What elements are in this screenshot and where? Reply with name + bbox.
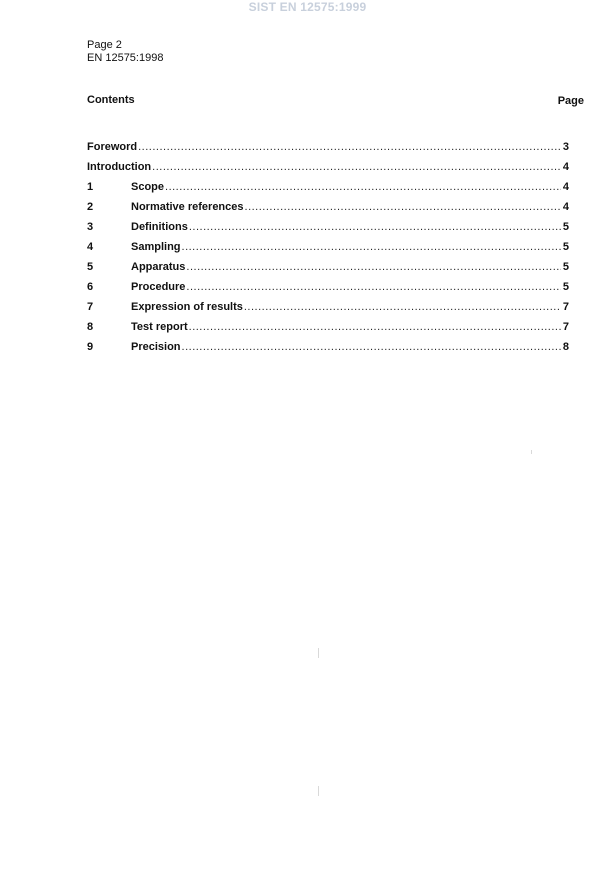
toc-leader-dots — [182, 241, 561, 253]
scan-speck — [318, 786, 319, 796]
toc-entry-number: 4 — [87, 241, 94, 253]
toc-entry-introduction[interactable] — [87, 161, 569, 181]
page-number: Page 2 — [87, 39, 122, 51]
toc-entry-number: 5 — [87, 261, 94, 273]
toc-entry-precision[interactable] — [87, 341, 569, 361]
toc-entry-expression-of-results[interactable] — [87, 301, 569, 321]
toc-entry-title: Normative references — [131, 201, 244, 213]
toc-entry-number: 9 — [87, 341, 94, 353]
toc-entry-page: 5 — [562, 221, 569, 233]
toc-leader-dots — [186, 281, 561, 293]
toc-entry-test-report[interactable] — [87, 321, 569, 341]
toc-entry-title: Foreword — [87, 141, 138, 153]
toc-leader-dots — [138, 141, 561, 153]
toc-entry-sampling[interactable] — [87, 241, 569, 261]
toc-entry-normative-references[interactable] — [87, 201, 569, 221]
scan-speck — [318, 648, 319, 658]
page-header — [87, 39, 163, 65]
toc-entry-apparatus[interactable] — [87, 261, 569, 281]
toc-entry-number: 8 — [87, 321, 94, 333]
toc-entry-title: Precision — [131, 341, 181, 353]
page-column-heading: Page — [557, 95, 584, 107]
toc-leader-dots — [186, 261, 561, 273]
toc-entry-title: Test report — [131, 321, 188, 333]
contents-heading: Contents — [87, 94, 135, 106]
toc-entry-page: 5 — [562, 281, 569, 293]
toc-leader-dots — [245, 201, 561, 213]
toc-entry-page: 4 — [562, 161, 569, 173]
toc-entry-page: 5 — [562, 241, 569, 253]
toc-entry-title: Scope — [131, 181, 165, 193]
toc-entry-title: Procedure — [131, 281, 186, 293]
toc-leader-dots — [189, 321, 561, 333]
toc-entry-definitions[interactable] — [87, 221, 569, 241]
standard-id: EN 12575:1998 — [87, 52, 164, 64]
toc-leader-dots — [165, 181, 561, 193]
toc-entry-page: 5 — [562, 261, 569, 273]
toc-entry-title: Apparatus — [131, 261, 186, 273]
toc-entry-page: 4 — [562, 201, 569, 213]
scan-speck — [531, 450, 532, 454]
toc-entry-title: Expression of results — [131, 301, 243, 313]
toc-entry-page: 8 — [562, 341, 569, 353]
toc-entry-scope[interactable] — [87, 181, 569, 201]
toc-entry-number: 7 — [87, 301, 94, 313]
toc-entry-page: 3 — [562, 141, 569, 153]
toc-entry-page: 7 — [562, 321, 569, 333]
toc-entry-page: 7 — [562, 301, 569, 313]
toc-leader-dots — [152, 161, 561, 173]
toc-leader-dots — [244, 301, 561, 313]
toc-entry-page: 4 — [562, 181, 569, 193]
toc-entry-title: Introduction — [87, 161, 152, 173]
toc-leader-dots — [182, 341, 561, 353]
toc-entry-number: 3 — [87, 221, 94, 233]
toc-entry-procedure[interactable] — [87, 281, 569, 301]
toc-entry-number: 1 — [87, 181, 94, 193]
toc-leader-dots — [189, 221, 561, 233]
table-of-contents — [87, 141, 569, 361]
toc-entry-title: Sampling — [131, 241, 181, 253]
toc-entry-foreword[interactable] — [87, 141, 569, 161]
watermark: SIST EN 12575:1999 — [248, 0, 367, 14]
toc-entry-number: 6 — [87, 281, 94, 293]
toc-entry-title: Definitions — [131, 221, 188, 233]
toc-entry-number: 2 — [87, 201, 94, 213]
